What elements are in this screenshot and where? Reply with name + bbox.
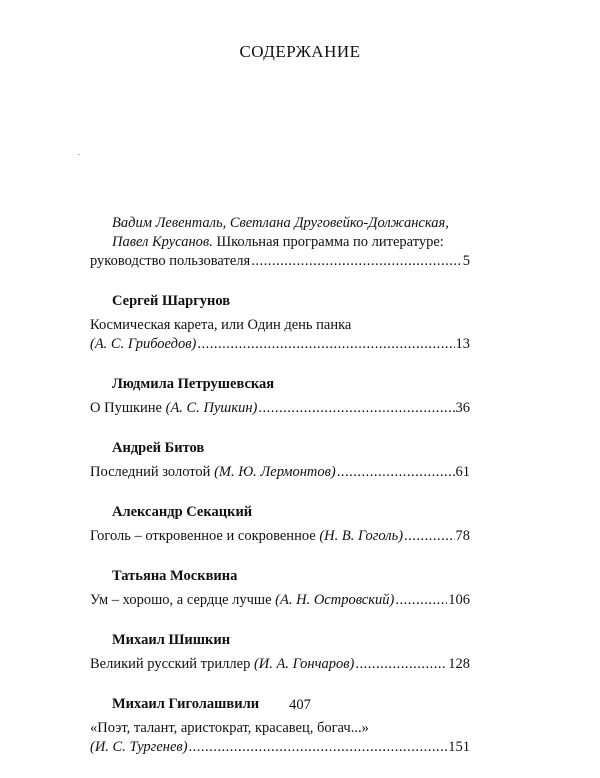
entry-toc-line — [90, 527, 470, 546]
entry-title: Ум – хорошо, а сердце лучше (А. Н. Островский) — [90, 592, 395, 608]
dot-leader — [337, 463, 455, 482]
intro-title-line — [90, 233, 470, 252]
entry-title — [90, 738, 188, 757]
toc-entry — [90, 439, 470, 482]
entry-subject: (А. С. Пушкин) — [165, 400, 258, 416]
entry-subject: (Н. В. Гоголь) — [319, 528, 404, 544]
toc-entry-intro — [90, 214, 470, 271]
intro-author-last: Павел Крусанов. — [112, 234, 213, 250]
table-of-contents — [90, 214, 470, 778]
entry-subject: (М. Ю. Лермонтов) — [214, 464, 336, 480]
entry-subject: (И. А. Гончаров) — [253, 656, 355, 672]
entry-title: О Пушкине (А. С. Пушкин) — [90, 400, 258, 416]
dot-leader — [258, 399, 454, 418]
intro-title-end: руководство пользователя — [90, 253, 251, 269]
entry-author: Сергей Шаргунов — [112, 293, 231, 309]
entry-toc-line — [90, 738, 470, 757]
dot-leader — [355, 655, 447, 674]
intro-title-start: Школьная программа по литературе: — [212, 234, 444, 250]
entry-title — [90, 335, 196, 354]
page-ref: 78 — [455, 528, 470, 544]
entry-toc-line — [90, 591, 470, 610]
page-ref: 128 — [448, 656, 470, 672]
page-ref: 36 — [455, 400, 470, 416]
dot-leader — [197, 335, 454, 354]
page-title: СОДЕРЖАНИЕ — [239, 42, 361, 61]
dot-leader — [189, 738, 448, 757]
entry-toc-line — [90, 655, 470, 674]
toc-entry — [90, 567, 470, 610]
entry-author: Михаил Гиголашвили — [112, 696, 260, 712]
entry-title-line: Космическая карета, или Один день панка — [90, 317, 352, 333]
entry-subject: (А. Н. Островский) — [275, 592, 395, 608]
dot-leader — [404, 527, 454, 546]
page-ref: 151 — [448, 739, 470, 755]
entry-toc-line — [90, 335, 470, 354]
entry-author: Александр Секацкий — [112, 504, 253, 520]
entry-subject: (А. С. Грибоедов) — [90, 336, 197, 352]
entry-author: Татьяна Москвина — [112, 568, 238, 584]
entry-author: Людмила Петрушевская — [112, 376, 275, 392]
entry-author: Андрей Битов — [112, 440, 205, 456]
intro-toc-line — [90, 252, 470, 271]
page-number: 407 — [289, 697, 311, 713]
entry-toc-line — [90, 463, 470, 482]
toc-entry — [90, 375, 470, 418]
dot-leader — [251, 252, 462, 271]
entry-subject: (И. С. Тургенев) — [90, 739, 188, 755]
scan-speck — [78, 154, 80, 155]
page-ref: 13 — [455, 336, 470, 352]
toc-entry — [90, 503, 470, 546]
toc-entry — [90, 631, 470, 674]
toc-entry — [90, 292, 470, 354]
page-ref: 106 — [448, 592, 470, 608]
intro-authors-line: Вадим Левенталь, Светлана Друговейко-Должанская, — [112, 215, 449, 231]
entry-toc-line — [90, 399, 470, 418]
entry-title: Последний золотой (М. Ю. Лермонтов) — [90, 464, 336, 480]
page-ref: 5 — [462, 253, 470, 269]
dot-leader — [395, 591, 447, 610]
page-ref: 61 — [455, 464, 470, 480]
entry-title: Гоголь – откровенное и сокровенное (Н. В. Гоголь) — [90, 528, 404, 544]
entry-title-line: «Поэт, талант, аристократ, красавец, богач...» — [90, 720, 369, 736]
entry-title: Великий русский триллер (И. А. Гончаров) — [90, 656, 355, 672]
entry-author: Михаил Шишкин — [112, 632, 231, 648]
